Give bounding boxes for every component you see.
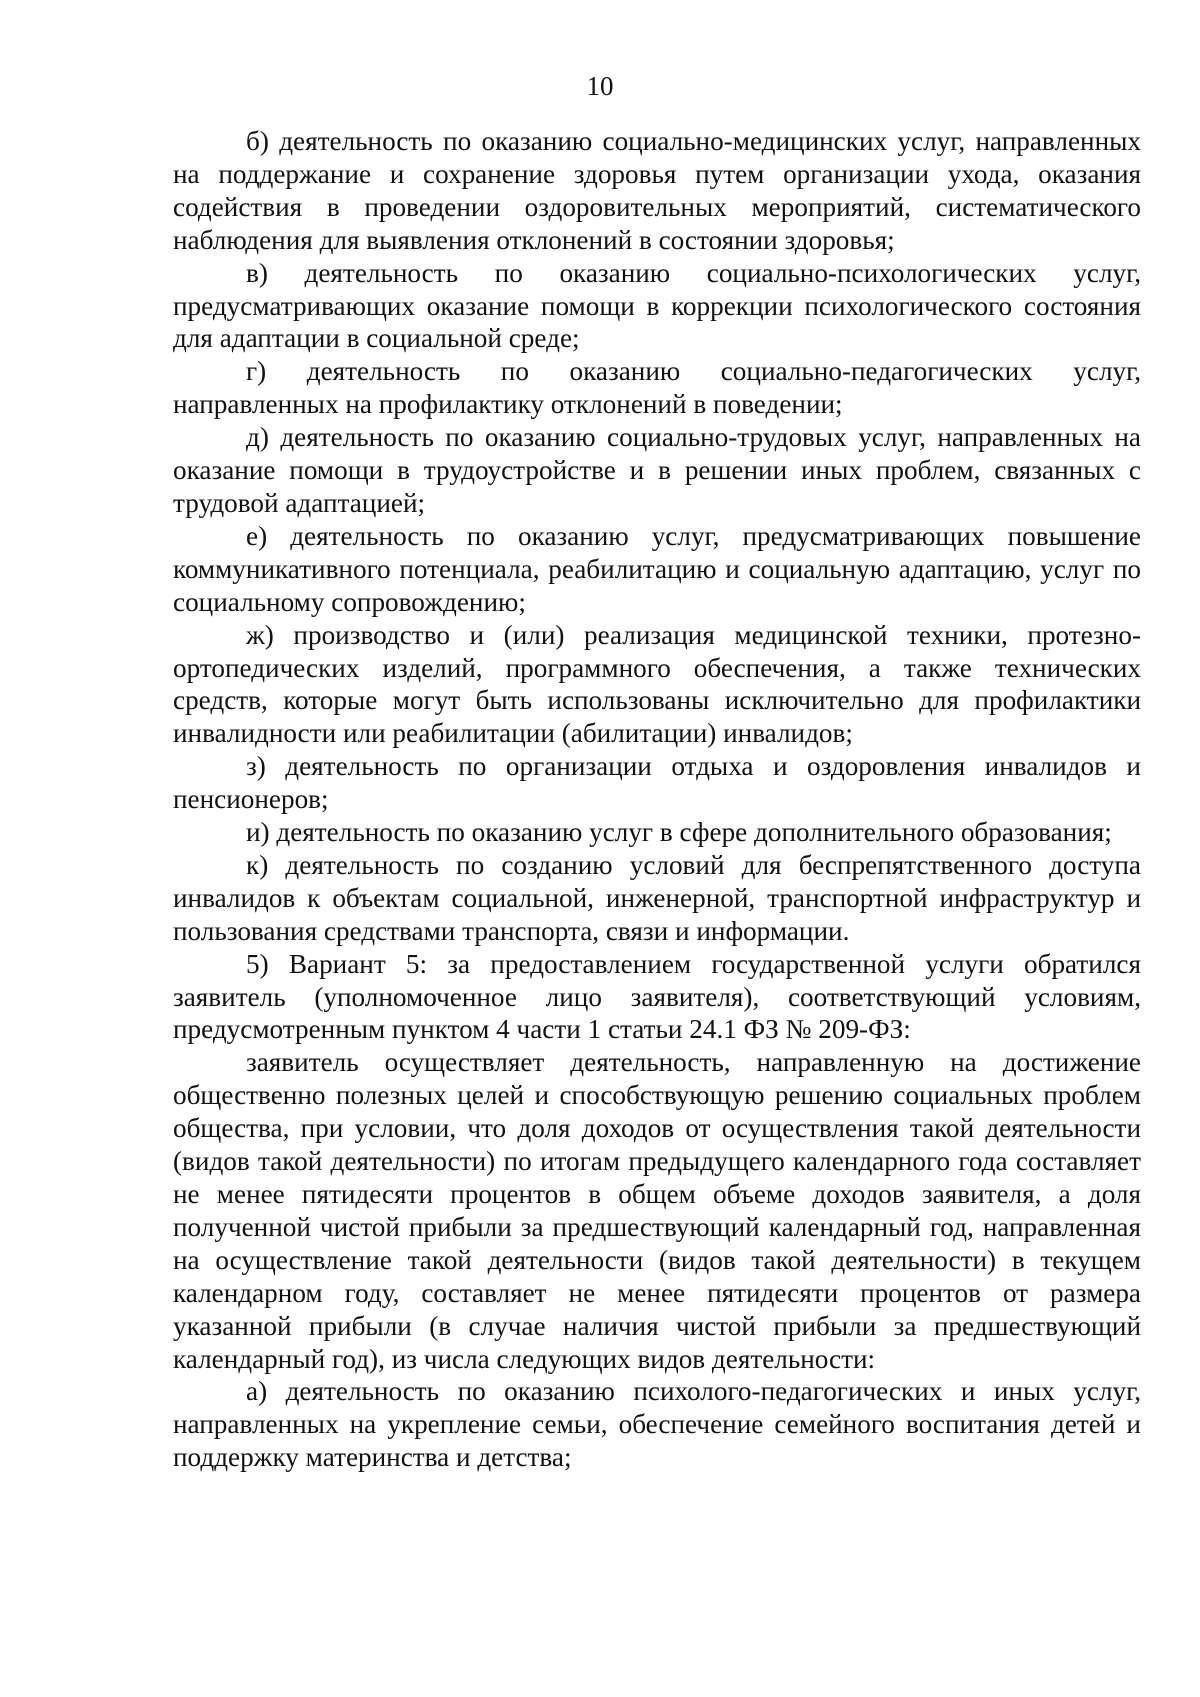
paragraph-d: д) деятельность по оказанию социально-трудовых услуг, направленных на оказание помощи в трудоустройстве и в решении иных проблем, связанных с трудовой адаптацией; <box>173 422 1141 518</box>
paragraph-e: е) деятельность по оказанию услуг, предусматривающих повышение коммуникативного потенциала, реабилитацию и социальную адаптацию, услуг по социальному сопровождению; <box>173 520 1141 617</box>
paragraph-variant-5: 5) Вариант 5: за предоставлением государственной услуги обратился заявитель (уполномоченное лицо заявителя), соответствующий условиям, предусмотренным пунктом 4 части 1 статьи 24.1 ФЗ № 209-ФЗ: <box>173 948 1141 1045</box>
paragraph-k: к) деятельность по созданию условий для беспрепятственного доступа инвалидов к объектам социальной, инженерной, транспортной инфраструктур и пользования средствами транспорта, связи и информации. <box>173 849 1141 946</box>
document-body <box>173 125 1141 1474</box>
paragraph-v: в) деятельность по оказанию социально-психологических услуг, предусматривающих оказание помощи в коррекции психологического состояния для адаптации в социальной среде; <box>173 257 1141 354</box>
paragraph-z: з) деятельность по организации отдыха и оздоровления инвалидов и пенсионеров; <box>173 751 1141 815</box>
paragraph-a: а) деятельность по оказанию психолого-педагогических и иных услуг, направленных на укрепление семьи, обеспечение семейного воспитания детей и поддержку материнства и детства; <box>173 1376 1141 1473</box>
paragraph-i: и) деятельность по оказанию услуг в сфере дополнительного образования; <box>246 817 1112 848</box>
paragraph-applicant-conditions: заявитель осуществляет деятельность, направленную на достижение общественно полезных целей и способствующую решению социальных проблем общества, при условии, что доля доходов от осуществления такой деятельности (видов такой деятельности) по итогам предыдущего календарного года составляет не менее пятидесяти процентов в общем объеме доходов заявителя, а доля полученной чистой прибыли за предшествующий календарный год, направленная на осуществление такой деятельности (видов такой деятельности) в текущем календарном году, составляет не менее пятидесяти процентов от размера указанной прибыли (в случае наличия чистой прибыли за предшествующий календарный год), из числа следующих видов деятельности: <box>173 1047 1141 1374</box>
paragraph-g: г) деятельность по оказанию социально-педагогических услуг, направленных на профилактику отклонений в поведении; <box>173 356 1141 420</box>
page-number: 10 <box>586 71 614 101</box>
paragraph-zh: ж) производство и (или) реализация медицинской техники, протезно-ортопедических изделий, программного обеспечения, а также технических средств, которые могут быть использованы исключительно для профилактики инвалидности или реабилитации (абилитации) инвалидов; <box>173 619 1141 749</box>
paragraph-b: б) деятельность по оказанию социально-медицинских услуг, направленных на поддержание и сохранение здоровья путем организации ухода, оказания содействия в проведении оздоровительных мероприятий, систематического наблюдения для выявления отклонений в состоянии здоровья; <box>173 126 1141 255</box>
